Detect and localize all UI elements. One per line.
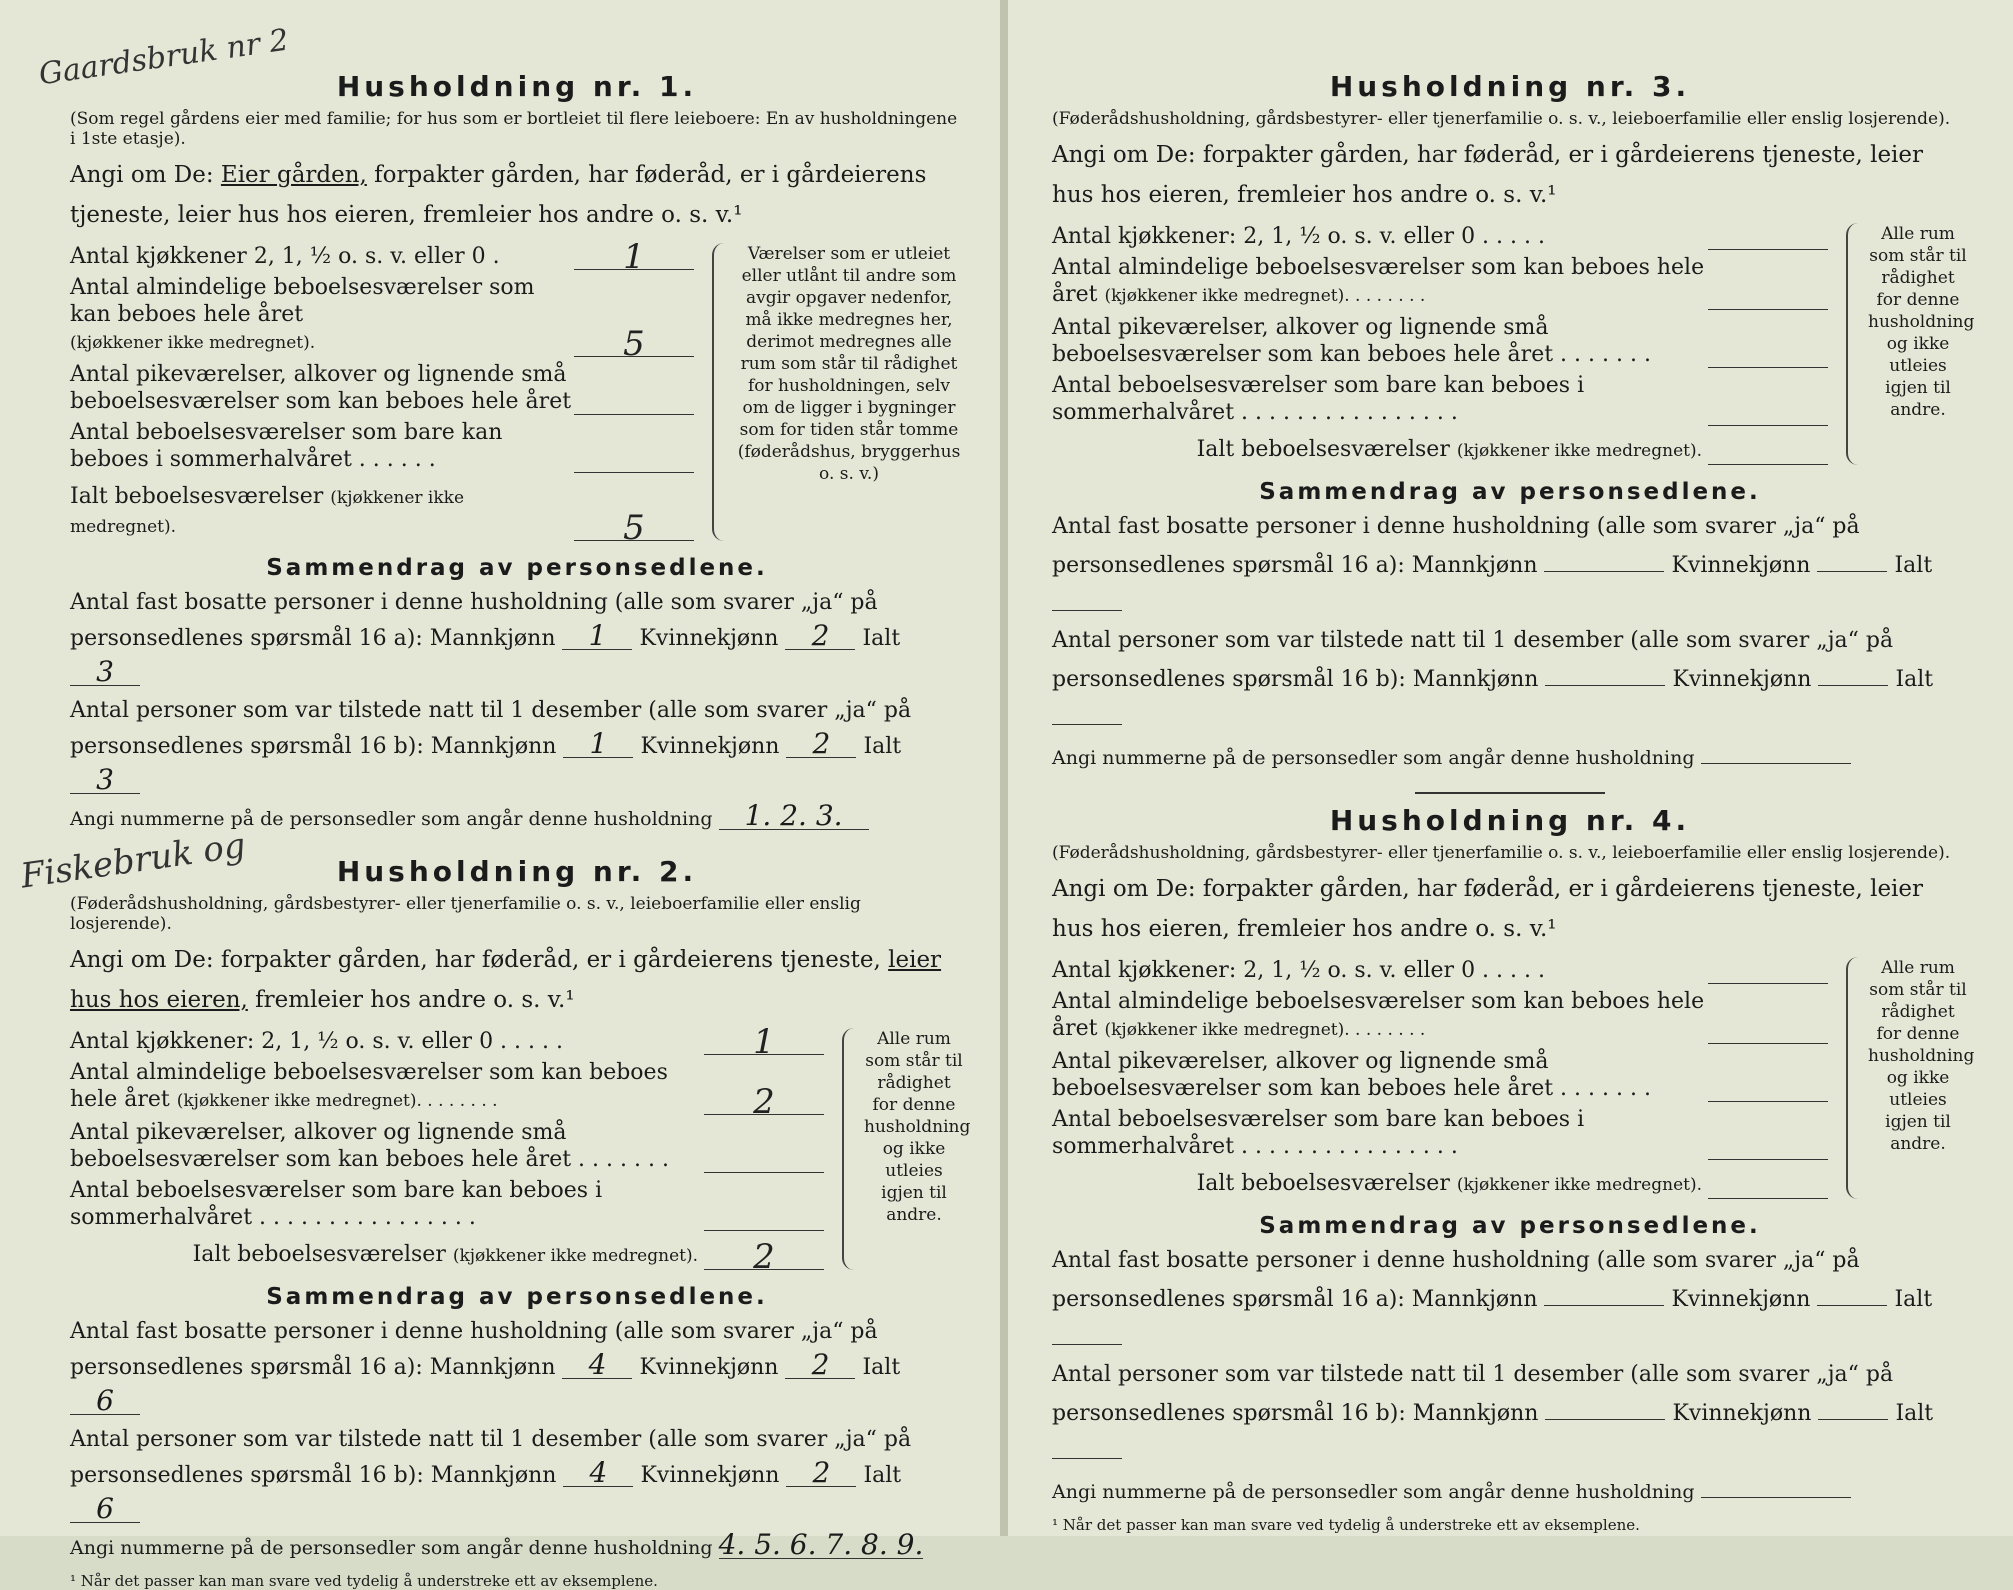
summary-a-text: Antal fast bosatte personer i denne husholdning (alle som svarer „ja“ på personsedlenes spørsmål 16 a): Mannkjønn	[1052, 1248, 1860, 1312]
kitchens-row	[70, 237, 694, 277]
rooms-label-wrap	[70, 1059, 704, 1115]
angi-rest-2: fremleier hos andre o. s. v.¹	[255, 987, 575, 1013]
household-1-title: Husholdning nr. 1.	[336, 70, 698, 103]
label-kvinne: Kvinnekjønn	[1672, 667, 1812, 692]
summer-row	[1052, 1106, 1828, 1160]
label-kvinne: Kvinnekjønn	[639, 1355, 779, 1380]
summer-value	[574, 446, 694, 473]
total-value: 2	[704, 1243, 824, 1270]
maid-value	[1708, 1075, 1828, 1102]
summary-b-text: Antal personer som var tilstede natt til 1 desember (alle som svarer „ja“ på personsedlenes spørsmål 16 b): Mannkjønn	[1052, 1362, 1894, 1426]
numre-value	[1701, 1471, 1851, 1498]
summary-b	[1052, 1357, 1968, 1471]
total-sub: (kjøkkener ikke medregnet).	[452, 1246, 698, 1266]
household-3-rooms	[1052, 223, 1975, 465]
household-4-rooms	[1052, 957, 1975, 1199]
kitchens-value	[1708, 957, 1828, 984]
kitchens-row	[1052, 957, 1828, 984]
rooms-label-wrap	[70, 274, 574, 357]
summary-title: Sammendrag av personsedlene.	[266, 1284, 768, 1310]
total-label: Ialt beboelsesværelser	[1196, 437, 1450, 462]
angi-underlined-tenant: leier hus hos eieren,	[70, 947, 942, 1013]
summer-label: Antal beboelsesværelser som bare kan beboes i sommerhalvåret . . . . . . . . . . . . . . . .	[1052, 373, 1585, 425]
rooms-row	[1052, 254, 1828, 310]
summary-title: Sammendrag av personsedlene.	[1259, 479, 1761, 505]
summary-b-text: Antal personer som var tilstede natt til 1 desember (alle som svarer „ja“ på personsedlenes spørsmål 16 b): Mannkjønn	[70, 1427, 912, 1488]
kitchens-label: Antal kjøkkener 2, 1, ½ o. s. v. eller 0 .	[70, 244, 500, 269]
household-3	[1052, 70, 1975, 776]
summary-title: Sammendrag av personsedlene.	[266, 555, 768, 581]
summary-a-female	[1817, 545, 1887, 572]
summary-a-text: Antal fast bosatte personer i denne husholdning (alle som svarer „ja“ på personsedlenes spørsmål 16 a): Mannkjønn	[70, 590, 878, 651]
summary-b-text: Antal personer som var tilstede natt til 1 desember (alle som svarer „ja“ på personsedlenes spørsmål 16 b): Mannkjønn	[70, 698, 912, 759]
brace	[1846, 223, 1858, 465]
kitchens-value	[1708, 223, 1828, 250]
summary-b	[70, 1422, 964, 1530]
summary-b-male: 4	[563, 1460, 633, 1487]
rooms-label-wrap	[1052, 254, 1708, 310]
household-3-title: Husholdning nr. 3.	[1329, 70, 1691, 103]
summary-a	[1052, 1243, 1968, 1357]
rooms-label: Antal almindelige beboelsesværelser som kan beboes hele året	[1052, 255, 1705, 307]
total-row	[70, 483, 694, 548]
section-divider	[1415, 792, 1605, 794]
summary-a	[70, 1314, 964, 1422]
footnote: ¹ Når det passer kan man svare ved tydelig å understreke ett av eksemplene.	[70, 1572, 658, 1590]
total-label-wrap	[1052, 436, 1708, 465]
maid-label: Antal pikeværelser, alkover og lignende små beboelsesværelser som kan beboes hele året . . . . . . .	[1052, 1049, 1651, 1101]
rooms-row	[70, 1059, 824, 1122]
summary-b-male	[1545, 1393, 1665, 1420]
summary-b-female: 2	[786, 1460, 856, 1487]
label-kvinne: Kvinnekjønn	[640, 1463, 780, 1488]
total-value: 5	[574, 514, 694, 541]
summer-row	[70, 419, 694, 473]
summary-a-total	[1052, 584, 1122, 611]
summary-b	[1052, 623, 1968, 737]
summer-row	[70, 1177, 824, 1231]
household-4-angi: Angi om De: forpakter gården, har føderåd, er i gårdeierens tjeneste, leier hus hos eieren, fremleier hos andre o. s. v.¹	[1052, 876, 1924, 942]
margin-note-mid: Fiskebruk og	[18, 825, 248, 897]
numre-row	[1052, 1471, 1968, 1510]
household-4	[1052, 804, 1975, 1534]
household-3-angi: Angi om De: forpakter gården, har føderåd, er i gårdeierens tjeneste, leier hus hos eieren, fremleier hos andre o. s. v.¹	[1052, 142, 1924, 208]
left-page	[0, 0, 1004, 1590]
maid-label: Antal pikeværelser, alkover og lignende små beboelsesværelser som kan beboes hele året	[70, 362, 572, 414]
total-label: Ialt beboelsesværelser	[70, 484, 324, 509]
summary-b-female: 2	[786, 731, 856, 758]
right-page	[1008, 0, 2013, 1536]
summary-a	[1052, 509, 1968, 623]
angi-rest: forpakter gården, har føderåd, er i gårdeierens tjeneste, leier hus hos eieren, fremleier hos andre o. s. v.¹	[70, 162, 927, 228]
rooms-row	[70, 274, 694, 364]
angi-rest-1: forpakter gården, har føderåd, er i gårdeierens tjeneste,	[220, 947, 881, 973]
summer-label: Antal beboelsesværelser som bare kan beboes i sommerhalvåret . . . . . . . . . . . . . . . .	[70, 1178, 603, 1230]
label-ialt: Ialt	[1895, 667, 1934, 692]
summary-b-total: 6	[70, 1496, 140, 1523]
numre-value	[1701, 737, 1851, 764]
total-row	[70, 1237, 824, 1277]
rooms-value: 2	[704, 1088, 824, 1115]
summer-label: Antal beboelsesværelser som bare kan beboes i sommerhalvåret . . . . . .	[70, 420, 503, 472]
sidenote: Alle rum som står til rådighet for denne husholdning og ikke utleies igjen til andre.	[864, 1029, 971, 1225]
household-2-note: (Føderådshusholdning, gårdsbestyrer- eller tjenerfamilie o. s. v., leieboerfamilie eller enslig losjerende).	[70, 894, 861, 934]
maid-label: Antal pikeværelser, alkover og lignende små beboelsesværelser som kan beboes hele året . . . . . . .	[70, 1120, 669, 1172]
numre-value: 1. 2. 3.	[719, 803, 869, 830]
maid-row	[70, 361, 694, 415]
maid-value	[574, 388, 694, 415]
summary-a-total	[1052, 1318, 1122, 1345]
rooms-value	[1708, 283, 1828, 310]
numre-row	[1052, 737, 1968, 776]
rooms-value	[1708, 1017, 1828, 1044]
summary-a-male	[1544, 1279, 1664, 1306]
sidenote: Værelser som er utleiet eller utlånt til andre som avgir opgaver nedenfor, må ikke medregnes her, derimot medregnes alle rum som står til rådighet for husholdningen, selv om de ligger i bygninger som for tiden står tomme (føderådshus, bryggerhus o. s. v.)	[737, 244, 961, 484]
summary-a-male: 1	[562, 623, 632, 650]
total-label-wrap	[70, 1241, 704, 1270]
rooms-sub: (kjøkkener ikke medregnet). . . . . . . .	[176, 1091, 498, 1111]
summary-b-female	[1818, 659, 1888, 686]
household-2	[18, 825, 971, 1590]
numre-label: Angi nummerne på de personsedler som angår denne husholdning	[70, 1537, 713, 1559]
numre-value: 4. 5. 6. 7. 8. 9.	[718, 1528, 924, 1561]
rooms-label: Antal almindelige beboelsesværelser som kan beboes hele året	[70, 275, 535, 327]
label-kvinne: Kvinnekjønn	[640, 734, 780, 759]
kitchens-label: Antal kjøkkener: 2, 1, ½ o. s. v. eller 0 . . . . .	[70, 1029, 563, 1054]
total-sub: (kjøkkener ikke medregnet).	[70, 488, 465, 537]
summary-a-text: Antal fast bosatte personer i denne husholdning (alle som svarer „ja“ på personsedlenes spørsmål 16 a): Mannkjønn	[70, 1319, 878, 1380]
numre-label: Angi nummerne på de personsedler som angår denne husholdning	[70, 808, 713, 830]
label-ialt: Ialt	[1894, 553, 1933, 578]
household-2-title: Husholdning nr. 2.	[336, 855, 698, 888]
summary-b-male	[1545, 659, 1665, 686]
summary-a-male: 4	[562, 1352, 632, 1379]
household-2-rooms	[70, 1022, 971, 1277]
kitchens-row	[70, 1022, 824, 1062]
household-1-angi	[70, 155, 964, 235]
summer-value	[1708, 399, 1828, 426]
brace	[842, 1028, 854, 1270]
footnote: ¹ Når det passer kan man svare ved tydelig å understreke ett av eksemplene.	[1052, 1516, 1640, 1534]
angi-underlined-owner: Eier gården,	[220, 162, 367, 188]
kitchens-label: Antal kjøkkener: 2, 1, ½ o. s. v. eller 0 . . . . .	[1052, 958, 1545, 983]
numre-label: Angi nummerne på de personsedler som angår denne husholdning	[1052, 747, 1695, 769]
summer-row	[1052, 372, 1828, 426]
maid-row	[70, 1119, 824, 1173]
rooms-row	[1052, 988, 1828, 1044]
kitchens-value: 1	[574, 243, 694, 270]
total-value	[1708, 1172, 1828, 1199]
angi-prefix: Angi om De:	[70, 947, 214, 973]
summary-a-female: 2	[785, 623, 855, 650]
summary-b-female	[1818, 1393, 1888, 1420]
label-ialt: Ialt	[1894, 1287, 1933, 1312]
margin-note-top: Gaardsbruk nr 2	[36, 22, 291, 93]
kitchens-value: 1	[704, 1028, 824, 1055]
total-label: Ialt beboelsesværelser	[1196, 1171, 1450, 1196]
sidenote: Alle rum som står til rådighet for denne husholdning og ikke utleies igjen til andre.	[1868, 958, 1975, 1154]
household-1-note: (Som regel gårdens eier med familie; for hus som er bortleiet til flere leieboere: En av husholdningene i 1ste etasje).	[70, 109, 958, 149]
household-1-rooms	[70, 237, 964, 548]
summer-label: Antal beboelsesværelser som bare kan beboes i sommerhalvåret . . . . . . . . . . . . . . . .	[1052, 1107, 1585, 1159]
total-label: Ialt beboelsesværelser	[192, 1242, 446, 1267]
summary-a-male	[1544, 545, 1664, 572]
household-4-note: (Føderådshusholdning, gårdsbestyrer- eller tjenerfamilie o. s. v., leieboerfamilie eller enslig losjerende).	[1052, 843, 1951, 863]
summary-b-total	[1052, 1432, 1122, 1459]
rooms-label: Antal almindelige beboelsesværelser som kan beboes hele året	[1052, 989, 1705, 1041]
sidenote: Alle rum som står til rådighet for denne husholdning og ikke utleies igjen til andre.	[1868, 224, 1975, 420]
household-2-angi	[70, 940, 964, 1020]
summary-b-text: Antal personer som var tilstede natt til 1 desember (alle som svarer „ja“ på personsedlenes spørsmål 16 b): Mannkjønn	[1052, 628, 1894, 692]
summary-a-total: 6	[70, 1388, 140, 1415]
total-row	[1052, 1170, 1828, 1199]
total-sub: (kjøkkener ikke medregnet).	[1456, 1175, 1702, 1195]
numre-row	[70, 1530, 964, 1566]
numre-label: Angi nummerne på de personsedler som angår denne husholdning	[1052, 1481, 1695, 1503]
rooms-label: Antal almindelige beboelsesværelser som kan beboes hele året	[70, 1060, 668, 1112]
kitchens-label: Antal kjøkkener: 2, 1, ½ o. s. v. eller 0 . . . . .	[1052, 224, 1545, 249]
total-value	[1708, 438, 1828, 465]
total-label-wrap	[1052, 1170, 1708, 1199]
label-kvinne: Kvinnekjønn	[1671, 1287, 1811, 1312]
summary-b	[70, 693, 964, 801]
summary-b-total	[1052, 698, 1122, 725]
summary-title: Sammendrag av personsedlene.	[1259, 1213, 1761, 1239]
rooms-sub: (kjøkkener ikke medregnet). . . . . . . .	[1104, 1020, 1426, 1040]
kitchens-row	[1052, 223, 1828, 250]
summary-b-total: 3	[70, 767, 140, 794]
total-row	[1052, 436, 1828, 465]
summary-a	[70, 585, 964, 693]
rooms-label-wrap	[1052, 988, 1708, 1044]
summary-a-female	[1817, 1279, 1887, 1306]
label-ialt: Ialt	[863, 734, 902, 759]
total-sub: (kjøkkener ikke medregnet).	[1456, 441, 1702, 461]
maid-row	[1052, 314, 1828, 368]
angi-prefix: Angi om De:	[70, 162, 214, 188]
household-1	[70, 70, 964, 837]
household-4-title: Husholdning nr. 4.	[1329, 804, 1691, 837]
brace	[1846, 957, 1858, 1199]
rooms-sub: (kjøkkener ikke medregnet).	[70, 333, 316, 353]
rooms-sub: (kjøkkener ikke medregnet). . . . . . . .	[1104, 286, 1426, 306]
summary-b-male: 1	[563, 731, 633, 758]
maid-row	[1052, 1048, 1828, 1102]
label-kvinne: Kvinnekjønn	[639, 626, 779, 651]
summer-value	[1708, 1133, 1828, 1160]
label-ialt: Ialt	[863, 1463, 902, 1488]
summary-a-female: 2	[785, 1352, 855, 1379]
summary-a-text: Antal fast bosatte personer i denne husholdning (alle som svarer „ja“ på personsedlenes spørsmål 16 a): Mannkjønn	[1052, 514, 1860, 578]
household-3-note: (Føderådshusholdning, gårdsbestyrer- eller tjenerfamilie o. s. v., leieboerfamilie eller enslig losjerende).	[1052, 109, 1951, 129]
maid-label: Antal pikeværelser, alkover og lignende små beboelsesværelser som kan beboes hele året . . . . . . .	[1052, 315, 1651, 367]
summer-value	[704, 1204, 824, 1231]
maid-value	[704, 1146, 824, 1173]
rooms-value: 5	[574, 330, 694, 357]
total-label-wrap	[70, 483, 574, 541]
label-kvinne: Kvinnekjønn	[1671, 553, 1811, 578]
brace	[712, 243, 724, 541]
summary-a-total: 3	[70, 659, 140, 686]
label-ialt: Ialt	[1895, 1401, 1934, 1426]
label-ialt: Ialt	[862, 1355, 901, 1380]
label-ialt: Ialt	[862, 626, 901, 651]
label-kvinne: Kvinnekjønn	[1672, 1401, 1812, 1426]
maid-value	[1708, 341, 1828, 368]
